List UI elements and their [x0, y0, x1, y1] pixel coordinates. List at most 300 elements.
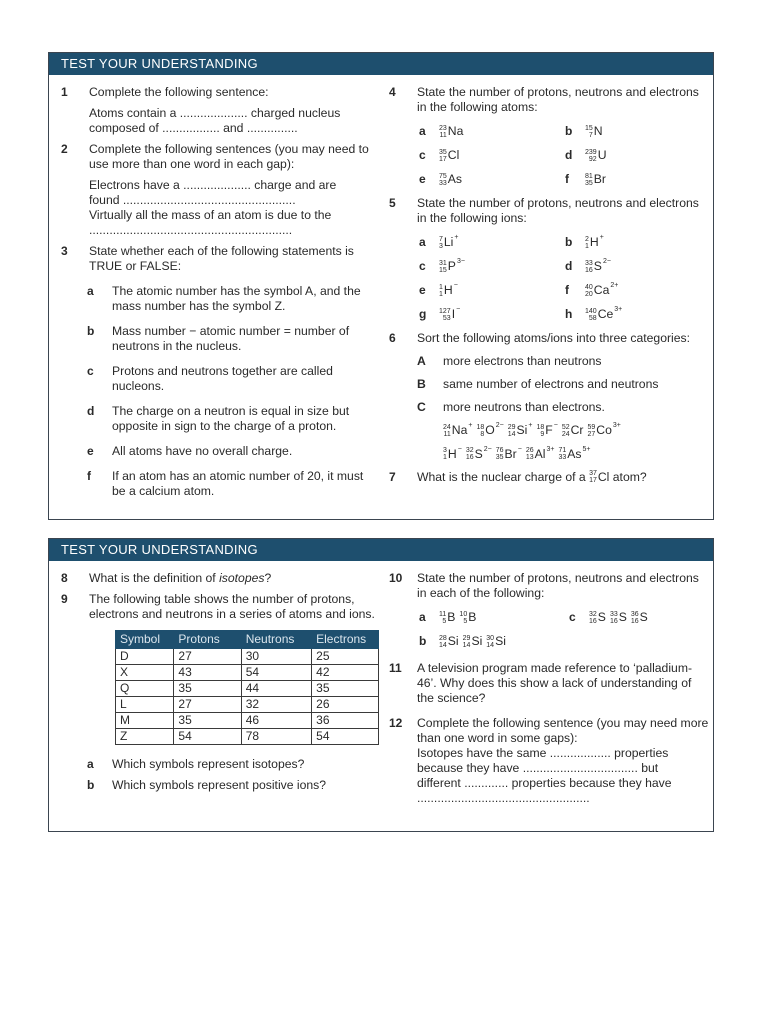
- nuclide-numbers: [589, 470, 597, 484]
- table-cell: 42: [312, 665, 379, 681]
- table-cell: X: [116, 665, 174, 681]
- nuclide-symbol: [443, 447, 462, 462]
- item-nuclides: [589, 610, 652, 624]
- atomic-number: 14: [507, 430, 516, 438]
- element-symbol: Cl: [597, 469, 610, 484]
- mass-number: 30: [486, 634, 495, 642]
- mass-number: 26: [525, 447, 534, 455]
- q5-item: [563, 258, 713, 275]
- atomic-number: 27: [587, 430, 596, 438]
- mass-number: 52: [561, 423, 570, 431]
- nuclide-numbers: [610, 611, 618, 625]
- question-12-line-2: because they have .................................. but: [417, 761, 659, 775]
- question-7-nuclide: [589, 470, 609, 484]
- question-11-text: A television program made reference to ‘palladium-46’. Why does this show a lack of understanding of the science?: [417, 661, 693, 705]
- question-6: [389, 331, 709, 462]
- table-row: [116, 681, 379, 697]
- table-cell: 35: [174, 681, 241, 697]
- item-label: b: [565, 124, 573, 138]
- mass-number: 33: [609, 610, 618, 618]
- nuclide-symbol: [526, 447, 555, 462]
- question-10-text: State the number of protons, neutrons and electrons in each of the following:: [417, 571, 699, 600]
- mass-number: 24: [443, 423, 451, 431]
- mass-number: 33: [585, 259, 593, 267]
- item-label: e: [419, 172, 426, 186]
- item-label: e: [87, 444, 94, 458]
- mass-number: 127: [439, 307, 451, 315]
- atomic-number: 1: [585, 242, 589, 250]
- column-header-protons: Protons: [174, 631, 241, 649]
- item-label: a: [87, 757, 94, 771]
- category-label: A: [417, 354, 426, 368]
- nuclide-symbol: [585, 306, 622, 323]
- nuclide-numbers: [486, 635, 494, 649]
- question-3-item: [87, 284, 379, 314]
- table-cell: 54: [312, 729, 379, 745]
- element-symbol: S: [597, 610, 606, 625]
- item-label: a: [419, 124, 426, 138]
- element-symbol: B: [468, 610, 477, 625]
- table-header-row: [116, 631, 379, 649]
- question-12-line-3: different ............. properties because they have: [417, 776, 672, 790]
- item-label: d: [565, 148, 573, 162]
- nuclide-symbol: [439, 633, 459, 650]
- element-symbol: Si: [447, 634, 459, 649]
- mass-number: 3: [443, 447, 447, 455]
- nuclide-numbers: [439, 173, 447, 187]
- atomic-number: 14: [462, 641, 471, 649]
- nuclide-symbol: [585, 171, 606, 188]
- ion-charge: 3+: [614, 306, 623, 314]
- question-1-text: Complete the following sentence:: [89, 85, 269, 99]
- nuclide-symbol: [631, 609, 648, 626]
- ion-charge: −: [456, 306, 461, 314]
- nuclide-symbol: [496, 447, 522, 462]
- question-12-line-1: Isotopes have the same .................. properties: [417, 746, 669, 760]
- question-10: [389, 571, 709, 655]
- question-7-number: 7: [389, 469, 396, 484]
- box-2-header: TEST YOUR UNDERSTANDING: [49, 539, 713, 561]
- nuclide-numbers: [589, 611, 597, 625]
- table-cell: 32: [241, 697, 311, 713]
- question-6-species-row-1: [443, 423, 709, 438]
- atomic-number: 5: [463, 617, 468, 625]
- ion-charge: −: [553, 422, 558, 430]
- mass-number: 11: [439, 610, 447, 618]
- ion-charge: +: [599, 234, 604, 242]
- ion-charge: 2+: [610, 282, 619, 290]
- question-10-items: [417, 609, 709, 655]
- question-1-line-2: composed of ................. and ...............: [89, 121, 298, 135]
- category-c: [417, 400, 709, 415]
- mass-number: 40: [585, 283, 593, 291]
- question-2-text: Complete the following sentences (you may need to use more than one word in each gap):: [89, 142, 369, 171]
- mass-number: 1: [439, 283, 443, 291]
- nuclide-symbol: [439, 282, 458, 299]
- question-2-line-2: found ...................................................: [89, 193, 296, 207]
- q4-item: [563, 123, 713, 140]
- nuclide-numbers: [476, 424, 484, 438]
- question-9-items: [61, 757, 379, 793]
- nuclide-symbol: [439, 234, 459, 251]
- category-text: more electrons than neutrons: [443, 354, 602, 368]
- element-symbol: S: [618, 610, 627, 625]
- mass-number: 31: [439, 259, 447, 267]
- nuclide-symbol: [589, 470, 609, 485]
- table-cell: 35: [174, 713, 241, 729]
- nuclide-numbers: [526, 447, 534, 461]
- nuclide-symbol: [443, 423, 472, 438]
- item-label: e: [419, 283, 426, 297]
- mass-number: 18: [476, 423, 485, 431]
- nuclide-symbol: [508, 423, 533, 438]
- category-text: same number of electrons and neutrons: [443, 377, 659, 391]
- question-7-text-before: What is the nuclear charge of a: [417, 469, 590, 484]
- item-label: d: [87, 404, 95, 418]
- item-text: Protons and neutrons together are called nucleons.: [112, 364, 333, 393]
- question-9-text: The following table shows the number of protons, electrons and neutrons in a series of atoms and ions.: [89, 592, 375, 621]
- table-cell: L: [116, 697, 174, 713]
- q5-item: [563, 234, 713, 251]
- atomic-number: 35: [495, 454, 504, 462]
- question-9-item: [87, 778, 379, 793]
- question-3-item: [87, 444, 379, 459]
- table-body: [116, 649, 379, 745]
- question-6-text: Sort the following atoms/ions into three categories:: [417, 331, 691, 345]
- question-7: [389, 470, 709, 485]
- box-1-right-column: [389, 85, 709, 491]
- question-8-text: [89, 571, 379, 586]
- element-symbol: S: [639, 610, 648, 625]
- element-symbol: Cr: [570, 423, 584, 438]
- item-text: Which symbols represent isotopes?: [112, 757, 305, 771]
- nuclide-numbers: [466, 447, 474, 461]
- question-8-text-after: ?: [264, 571, 272, 585]
- atomic-number: 16: [585, 266, 593, 274]
- item-text: If an atom has an atomic number of 20, it must be a calcium atom.: [112, 469, 364, 498]
- question-3-item: [87, 364, 379, 394]
- item-text: The atomic number has the symbol A, and the mass number has the symbol Z.: [112, 284, 361, 313]
- atomic-number: 13: [525, 454, 534, 462]
- nuclide-symbol: [459, 609, 476, 626]
- column-header-neutrons: Neutrons: [241, 631, 311, 649]
- nuclide-symbol: [466, 447, 492, 462]
- question-5-number: 5: [389, 196, 396, 210]
- question-2-line-3: Virtually all the mass of an atom is due to the: [89, 208, 332, 222]
- atomic-number: 14: [486, 641, 495, 649]
- mass-number: 18: [536, 423, 545, 431]
- nuclide-numbers: [443, 424, 451, 438]
- question-2: [61, 142, 379, 238]
- element-symbol: O: [485, 423, 495, 438]
- nuclide-numbers: [508, 424, 516, 438]
- nuclide-numbers: [631, 611, 639, 625]
- item-text: The charge on a neutron is equal in size but opposite in sign to the charge of a proton.: [112, 404, 350, 433]
- category-text: more neutrons than electrons.: [443, 400, 605, 414]
- question-3-item: [87, 324, 379, 354]
- element-symbol: S: [474, 446, 483, 461]
- item-label: b: [565, 235, 573, 249]
- question-2-number: 2: [61, 142, 68, 156]
- question-1-line-1: Atoms contain a .................... charged nucleus: [89, 106, 341, 120]
- mass-number: 81: [585, 172, 593, 180]
- nuclide-numbers: [585, 284, 593, 298]
- element-symbol: Na: [447, 124, 464, 139]
- element-symbol: I: [451, 307, 456, 322]
- mass-number: 59: [587, 423, 596, 431]
- mass-number: 10: [459, 610, 468, 618]
- table-cell: 36: [312, 713, 379, 729]
- nuclide-symbol: [610, 609, 627, 626]
- nuclide-numbers: [496, 447, 504, 461]
- question-10-item-c: [567, 609, 652, 626]
- element-symbol: Ce: [597, 307, 614, 322]
- nuclide-symbol: [439, 147, 459, 164]
- atomic-number: 16: [609, 617, 618, 625]
- question-6-number: 6: [389, 331, 396, 345]
- table-cell: 44: [241, 681, 311, 697]
- item-label: c: [419, 148, 426, 162]
- nuclide-numbers: [585, 173, 593, 187]
- element-symbol: Na: [451, 423, 468, 438]
- nuclide-numbers: [585, 308, 597, 322]
- table-row: [116, 697, 379, 713]
- atomic-number: 17: [439, 155, 447, 163]
- nuclide-symbol: [585, 282, 618, 299]
- item-label: f: [87, 469, 91, 483]
- nuclide-symbol: [589, 609, 606, 626]
- nuclide-numbers: [562, 424, 570, 438]
- table-cell: 25: [312, 649, 379, 665]
- mass-number: 29: [507, 423, 516, 431]
- category-a: [417, 354, 709, 369]
- item-label: b: [87, 324, 95, 338]
- q4-item: [563, 171, 713, 188]
- nuclide-numbers: [439, 149, 447, 163]
- atomic-number: 14: [439, 641, 447, 649]
- table-cell: 27: [174, 697, 241, 713]
- nuclide-numbers: [439, 260, 447, 274]
- table-cell: Q: [116, 681, 174, 697]
- question-3-text: State whether each of the following statements is TRUE or FALSE:: [89, 244, 354, 273]
- nuclide-numbers: [439, 236, 443, 250]
- mass-number: 76: [495, 447, 504, 455]
- element-symbol: Si: [516, 423, 528, 438]
- question-3: [61, 244, 379, 499]
- ion-charge: +: [468, 422, 473, 430]
- question-12-number: 12: [389, 716, 403, 730]
- nuclide-numbers: [439, 308, 451, 322]
- mass-number: 7: [439, 235, 443, 243]
- nuclide-numbers: [585, 125, 593, 139]
- question-11-number: 11: [389, 661, 402, 675]
- question-3-item: [87, 404, 379, 434]
- question-4-number: 4: [389, 85, 396, 99]
- item-text: Mass number − atomic number = number of neutrons in the nucleus.: [112, 324, 350, 353]
- q4-item: [563, 147, 713, 164]
- nuclide-symbol: [486, 633, 506, 650]
- element-symbol: Al: [534, 446, 546, 461]
- atomic-number: 9: [540, 430, 545, 438]
- mass-number: 2: [585, 235, 589, 243]
- atomic-number: 11: [443, 430, 451, 438]
- isotope-data-table: [115, 630, 379, 745]
- mass-number: 32: [589, 610, 597, 618]
- nuclide-symbol: [585, 258, 611, 275]
- mass-number: 29: [462, 634, 471, 642]
- nuclide-symbol: [463, 633, 483, 650]
- question-11: [389, 661, 709, 706]
- item-label: b: [419, 634, 427, 648]
- mass-number: 71: [558, 447, 567, 455]
- item-label: c: [87, 364, 94, 378]
- mass-number: 23: [439, 124, 447, 132]
- column-header-electrons: Electrons: [312, 631, 379, 649]
- item-label: a: [419, 235, 426, 249]
- item-label: f: [565, 172, 569, 186]
- q5-item: [563, 282, 713, 299]
- nuclide-numbers: [443, 447, 447, 461]
- question-9-item: [87, 757, 379, 772]
- item-label: a: [419, 610, 426, 624]
- q5-item: [563, 306, 713, 323]
- column-header-symbol: Symbol: [116, 631, 174, 649]
- question-4-atom-list: [417, 123, 709, 188]
- ion-charge: 2−: [495, 422, 504, 430]
- item-label: f: [565, 283, 569, 297]
- nuclide-symbol: [585, 234, 604, 251]
- nuclide-numbers: [459, 611, 467, 625]
- question-7-text: [417, 470, 709, 485]
- item-label: d: [565, 259, 573, 273]
- ion-charge: +: [454, 234, 459, 242]
- table-row: [116, 729, 379, 745]
- ion-charge: −: [517, 445, 522, 453]
- ion-charge: 3+: [546, 445, 555, 453]
- atomic-number: 24: [561, 430, 570, 438]
- question-9-number: 9: [61, 592, 68, 606]
- question-3-number: 3: [61, 244, 68, 258]
- element-symbol: Si: [471, 634, 483, 649]
- nuclide-numbers: [585, 236, 589, 250]
- question-6-species-row-2: [443, 446, 709, 461]
- atomic-number: 92: [588, 155, 597, 163]
- atomic-number: 1: [443, 454, 447, 462]
- atomic-number: 16: [630, 617, 639, 625]
- nuclide-symbol: [562, 423, 584, 438]
- atomic-number: 58: [588, 314, 597, 322]
- nuclide-numbers: [439, 635, 447, 649]
- nuclide-numbers: [536, 424, 544, 438]
- atomic-number: 8: [480, 430, 485, 438]
- question-4: [389, 85, 709, 188]
- nuclide-symbol: [439, 609, 455, 626]
- ion-charge: 3−: [456, 258, 465, 266]
- nuclide-symbol: [439, 171, 462, 188]
- nuclide-numbers: [439, 611, 446, 625]
- question-12: [389, 716, 709, 806]
- table-cell: Z: [116, 729, 174, 745]
- item-text: All atoms have no overall charge.: [112, 444, 293, 458]
- ion-charge: 2−: [602, 258, 611, 266]
- question-5-text: State the number of protons, neutrons and electrons in the following ions:: [417, 196, 699, 225]
- nuclide-numbers: [439, 284, 443, 298]
- element-symbol: Li: [443, 235, 454, 250]
- ion-charge: −: [457, 445, 462, 453]
- element-symbol: N: [593, 124, 603, 139]
- nuclide-symbol: [558, 447, 590, 462]
- item-nuclides: [439, 634, 510, 648]
- table-cell: 26: [312, 697, 379, 713]
- mass-number: 32: [465, 447, 474, 455]
- atomic-number: 3: [439, 242, 443, 250]
- q5-item: [417, 258, 563, 275]
- element-symbol: Si: [495, 634, 506, 649]
- nuclide-numbers: [558, 447, 566, 461]
- question-8: [61, 571, 379, 586]
- ion-charge: −: [453, 282, 458, 290]
- atomic-number: 16: [465, 454, 474, 462]
- question-8-text-before: What is the definition of: [89, 571, 220, 585]
- item-label: b: [87, 778, 95, 792]
- nuclide-numbers: [463, 635, 471, 649]
- category-label: B: [417, 377, 426, 391]
- table-cell: D: [116, 649, 174, 665]
- element-symbol: Co: [596, 423, 612, 438]
- item-nuclides: [439, 610, 480, 624]
- element-symbol: Ca: [593, 283, 610, 298]
- element-symbol: Cl: [447, 148, 460, 163]
- atomic-number: 15: [439, 266, 447, 274]
- item-text: Which symbols represent positive ions?: [112, 778, 327, 792]
- mass-number: 15: [585, 124, 593, 132]
- question-2-line-1: Electrons have a .................... charge and are: [89, 178, 337, 192]
- question-3-item: [87, 469, 379, 499]
- ion-charge: 2−: [483, 445, 492, 453]
- q5-item: [417, 306, 563, 323]
- table-row: [116, 713, 379, 729]
- category-label: C: [417, 400, 426, 414]
- mass-number: 75: [439, 172, 447, 180]
- question-10-item-a: [417, 609, 480, 626]
- q4-item: [417, 147, 563, 164]
- question-10-number: 10: [389, 571, 403, 585]
- table-cell: 46: [241, 713, 311, 729]
- element-symbol: F: [545, 423, 553, 438]
- nuclide-numbers: [585, 149, 597, 163]
- box-2-right-column: [389, 571, 709, 812]
- table-cell: 43: [174, 665, 241, 681]
- table-row: [116, 649, 379, 665]
- item-label: g: [419, 307, 427, 321]
- question-1: [61, 85, 379, 136]
- item-label: h: [565, 307, 573, 321]
- nuclide-symbol: [476, 423, 503, 438]
- test-your-understanding-box-2: [48, 538, 714, 832]
- question-8-emphasis: isotopes: [219, 571, 265, 585]
- atomic-number: 7: [588, 131, 593, 139]
- ion-charge: +: [528, 422, 533, 430]
- atomic-number: 5: [442, 617, 447, 625]
- question-8-number: 8: [61, 571, 68, 585]
- item-label: c: [569, 610, 576, 624]
- nuclide-symbol: [585, 123, 603, 140]
- element-symbol: S: [593, 259, 602, 274]
- atomic-number: 20: [585, 290, 593, 298]
- element-symbol: As: [447, 172, 463, 187]
- atomic-number: 17: [589, 477, 597, 485]
- atomic-number: 11: [439, 131, 447, 139]
